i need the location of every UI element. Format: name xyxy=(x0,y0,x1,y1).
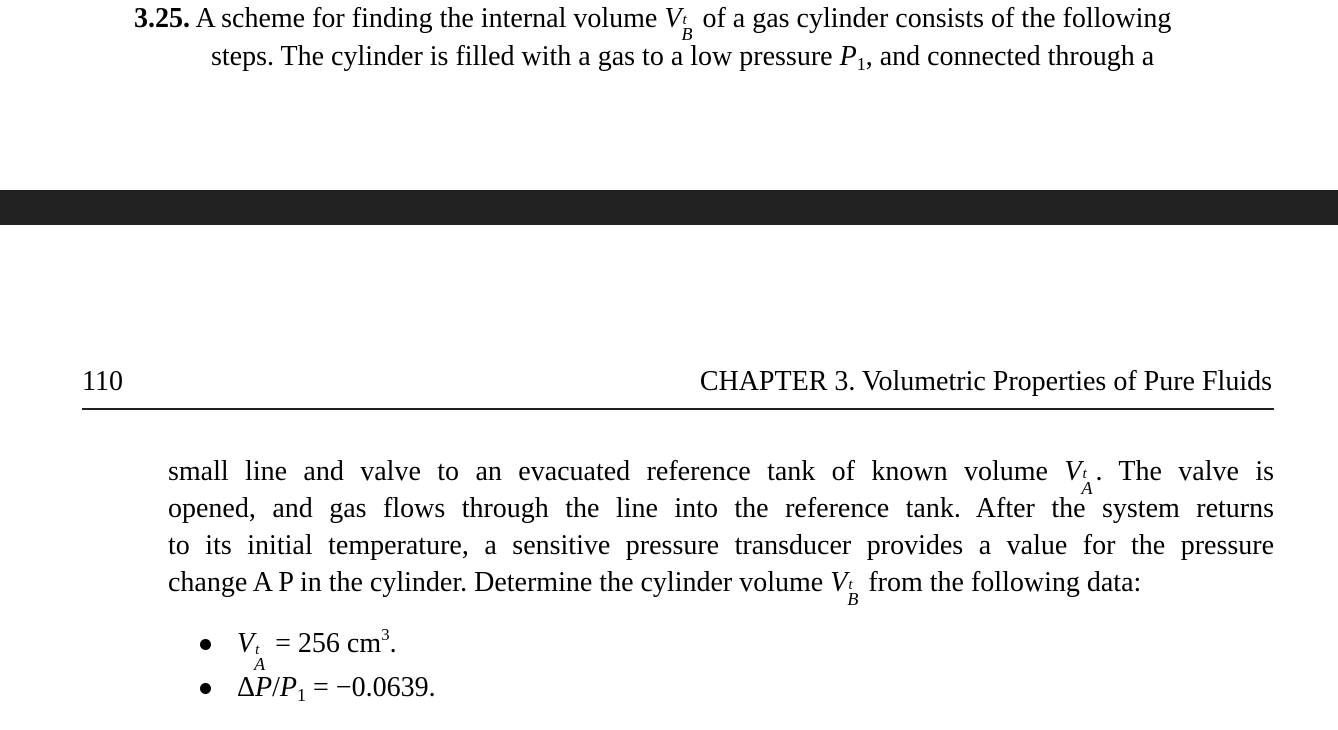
v-letter: V xyxy=(237,628,255,659)
bullet-volume-a xyxy=(200,622,436,674)
superscript-subscript-tb xyxy=(847,577,861,609)
running-head: CHAPTER 3. Volumetric Properties of Pure Fluids xyxy=(699,366,1272,397)
body-line-2: opened, and gas flows through the line into the reference tank. After the system returns xyxy=(168,493,1274,524)
problem-number: 3.25. xyxy=(134,3,190,34)
sup-t: t xyxy=(255,642,260,658)
v-letter: V xyxy=(1064,456,1082,487)
sup-t: t xyxy=(848,577,853,593)
sub-one: 1 xyxy=(297,685,307,705)
body-line-1-text: small line and valve to an evacuated reference tank of known volume xyxy=(168,456,1065,487)
problem-text-1-tail: of a gas cylinder consists of the following xyxy=(695,3,1172,34)
bullet-2-value: = −0.0639. xyxy=(306,672,436,703)
page-number: 110 xyxy=(82,366,123,397)
sup-t: t xyxy=(1082,466,1087,482)
problem-text-2-tail: , and connected through a xyxy=(865,41,1155,72)
header-rule xyxy=(82,408,1274,410)
slash: / xyxy=(272,672,280,703)
problem-line-1 xyxy=(134,2,1172,44)
body-line-1-tail: . The valve is xyxy=(1095,456,1274,487)
data-bullet-list xyxy=(200,622,436,710)
superscript-subscript-ta xyxy=(254,642,268,674)
sub-a: A xyxy=(1081,478,1093,498)
body-line-4 xyxy=(168,564,1274,609)
sub-a: A xyxy=(254,654,266,674)
current-page xyxy=(0,225,1338,730)
sub-b: B xyxy=(681,24,693,44)
p-letter: P xyxy=(255,672,273,703)
sup-t: t xyxy=(682,12,687,28)
page-divider-bar xyxy=(0,190,1338,225)
volume-symbol-b xyxy=(664,3,695,44)
superscript-subscript-ta xyxy=(1081,466,1095,498)
problem-text-2: steps. The cylinder is filled with a gas to a low pressure xyxy=(211,41,840,72)
body-line-1 xyxy=(168,453,1274,498)
bullet-1-value: = 256 cm xyxy=(268,628,382,659)
bullet-dot xyxy=(200,639,211,650)
pressure-symbol-p1 xyxy=(840,41,866,72)
sub-b: B xyxy=(847,589,859,609)
v-letter: V xyxy=(830,567,848,598)
p-letter: P xyxy=(839,41,857,72)
bullet-1-exponent: 3 xyxy=(381,625,390,644)
volume-symbol-b xyxy=(830,567,861,609)
body-line-3: to its initial temperature, a sensitive pressure transducer provides a value for the pressure xyxy=(168,530,1274,561)
sub-one: 1 xyxy=(856,54,866,74)
body-line-4-tail: from the following data: xyxy=(861,567,1142,598)
previous-page-fragment xyxy=(0,0,1338,190)
volume-symbol-a xyxy=(237,628,268,674)
volume-symbol-a xyxy=(1064,456,1095,498)
problem-text-1: A scheme for finding the internal volume xyxy=(195,3,665,34)
superscript-subscript-tb xyxy=(681,12,695,44)
v-letter: V xyxy=(664,3,682,34)
pressure-symbol-p1 xyxy=(280,672,306,703)
p-letter: P xyxy=(279,672,298,703)
bullet-dot xyxy=(200,683,211,694)
bullet-pressure-ratio xyxy=(200,666,436,710)
bullet-1-end: . xyxy=(389,628,397,659)
body-line-4-text: change A P in the cylinder. Determine the cylinder volume xyxy=(168,567,831,598)
problem-line-2 xyxy=(211,40,1154,74)
delta-symbol: Δ xyxy=(237,672,256,703)
problem-continuation xyxy=(168,453,1274,609)
